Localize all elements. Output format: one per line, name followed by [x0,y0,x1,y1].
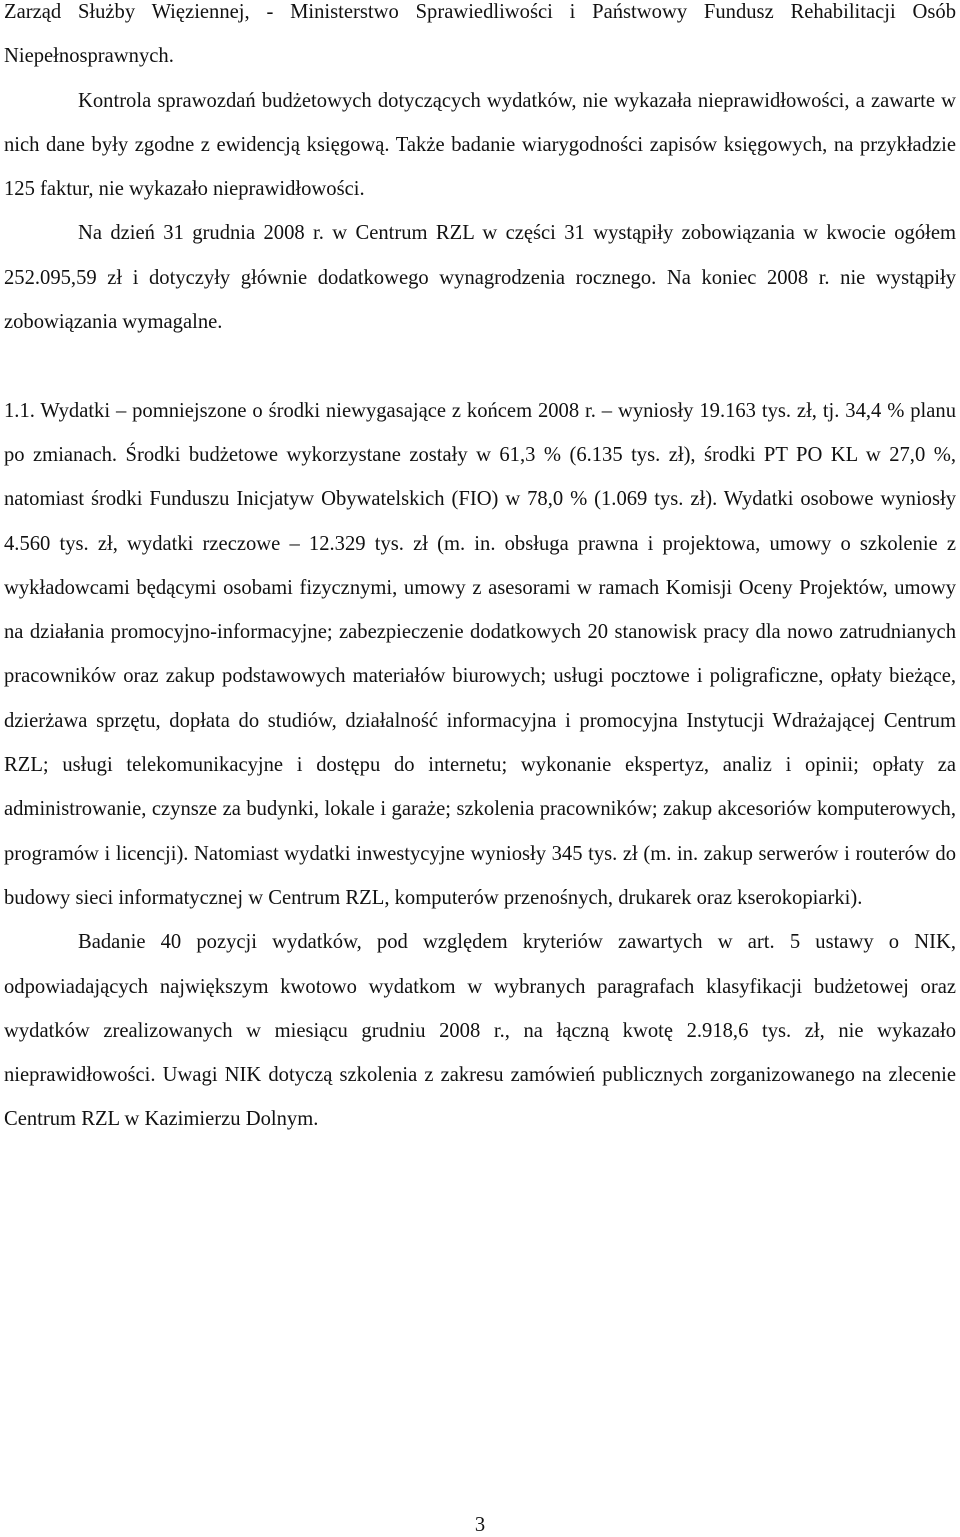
paragraph-institutions: Zarząd Służby Więziennej, - Ministerstwo Sprawiedliwości i Państwowy Fundusz Rehabilitacji Osób Niepełnosprawnych. [4,1,956,68]
page-number: 3 [474,1514,486,1536]
paragraph-liabilities: Na dzień 31 grudnia 2008 r. w Centrum RZL w części 31 wystąpiły zobowiązania w kwocie ogółem 252.095,59 zł i dotyczyły głównie dodatkowego wynagrodzenia rocznego. Na koniec 2008 r. nie wystąpiły zobowiązania wymagalne. [4,222,956,334]
paragraph-expenditures: 1.1. Wydatki – pomniejszone o środki niewygasające z końcem 2008 r. – wyniosły 19.163 tys. zł, tj. 34,4 % planu po zmianach. Środki budżetowe wykorzystane zostały w 61,3 % (6.135 tys. zł), środki PT PO KL w 27,0 %, natomiast środki Funduszu Inicjatyw Obywatelskich (FIO) w 78,0 % (1.069 tys. zł). Wydatki osobowe wyniosły 4.560 tys. zł, wydatki rzeczowe – 12.329 tys. zł (m. in. obsługa prawna i projektowa, umowy o szkolenie z wykładowcami będącymi osobami fizycznymi, umowy z asesorami w ramach Komisji Oceny Projektów, umowy na działania promocyjno-informacyjne; zabezpieczenie dodatkowych 20 stanowisk pracy dla nowo zatrudnianych pracowników oraz zakup podstawowych materiałów biurowych; usługi pocztowe i poligraficzne, opłaty bieżące, dzierżawa sprzętu, dopłata do studiów, działalność informacyjna i promocyjna Instytucji Wdrażającej Centrum RZL; usługi telekomunikacyjne i dostępu do internetu; wykonanie ekspertyz, analiz i opinii; opłaty za administrowanie, czynsze za budynki, lokale i garaże; szkolenia pracowników; zakup akcesoriów komputerowych, programów i licencji). Natomiast wydatki inwestycyjne wyniosły 345 tys. zł (m. in. zakup serwerów i routerów do budowy sieci informatycznej w Centrum RZL, komputerów przenośnych, drukarek oraz kserokopiarki). [4,399,956,909]
document-page [4,0,956,1142]
paragraph-expense-review: Badanie 40 pozycji wydatków, pod względem kryteriów zawartych w art. 5 ustawy o NIK, odpowiadających największym kwotowo wydatkom w wybranych paragrafach klasyfikacji budżetowej oraz wydatków zrealizowanych w miesiącu grudniu 2008 r., na łączną kwotę 2.918,6 tys. zł, nie wykazało nieprawidłowości. Uwagi NIK dotyczą szkolenia z zakresu zamówień publicznych zorganizowanego na zlecenie Centrum RZL w Kazimierzu Dolnym. [4,931,956,1131]
paragraph-reports-audit: Kontrola sprawozdań budżetowych dotyczących wydatków, nie wykazała nieprawidłowości, a zawarte w nich dane były zgodne z ewidencją księgową. Także badanie wiarygodności zapisów księgowych, na przykładzie 125 faktur, nie wykazało nieprawidłowości. [4,89,956,201]
